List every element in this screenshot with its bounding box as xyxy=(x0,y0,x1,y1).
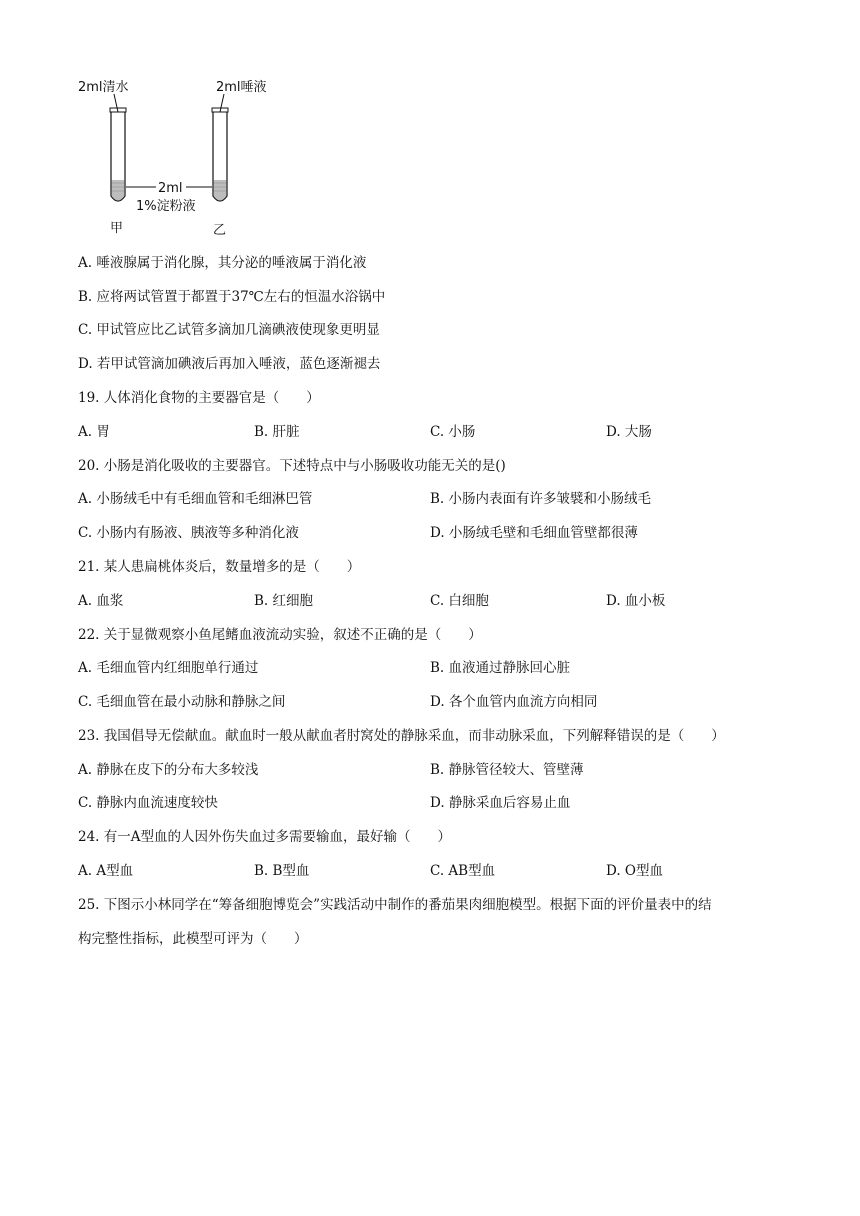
q22-option-c: C. 毛细血管在最小动脉和静脉之间 xyxy=(78,694,286,710)
q20-stem: 20. 小肠是消化吸收的主要器官。下述特点中与小肠吸收功能无关的是() xyxy=(78,458,506,474)
q18-option-d: D. 若甲试管滴加碘液后再加入唾液，蓝色逐渐褪去 xyxy=(78,356,381,372)
test-tube-figure xyxy=(74,74,294,240)
left-tube-top-label: 2ml清水 xyxy=(78,80,129,95)
tube-name-jia: 甲 xyxy=(110,221,124,236)
q24-option-b: B. B型血 xyxy=(254,863,310,879)
q24-option-a: A. A型血 xyxy=(78,863,134,879)
q20-option-b: B. 小肠内表面有许多皱襞和小肠绒毛 xyxy=(430,491,652,507)
tube-name-yi: 乙 xyxy=(213,223,227,238)
right-test-tube xyxy=(212,108,228,201)
q22-option-b: B. 血液通过静脉回心脏 xyxy=(430,660,571,676)
q22-option-d: D. 各个血管内血流方向相同 xyxy=(430,694,598,710)
starch-amount-label: 2ml xyxy=(158,181,183,196)
q23-stem: 23. 我国倡导无偿献血。献血时一般从献血者肘窝处的静脉采血，而非动脉采血，下列解释错误的是（ ） xyxy=(78,728,725,744)
q20-option-c: C. 小肠内有肠液、胰液等多种消化液 xyxy=(78,525,299,541)
q23-option-d: D. 静脉采血后容易止血 xyxy=(430,795,571,811)
left-test-tube xyxy=(110,108,126,201)
q25-stem-line1: 25. 下图示小林同学在“筹备细胞博览会”实践活动中制作的番茄果肉细胞模型。根据下面的评价量表中的结 xyxy=(78,897,712,913)
q24-option-c: C. AB型血 xyxy=(430,863,496,879)
q19-option-b: B. 肝脏 xyxy=(254,424,300,440)
q24-option-d: D. O型血 xyxy=(606,863,663,879)
q21-stem: 21. 某人患扁桃体炎后，数量增多的是（ ） xyxy=(78,559,361,575)
q21-option-d: D. 血小板 xyxy=(606,593,666,609)
q19-option-a: A. 胃 xyxy=(78,424,110,440)
q21-option-a: A. 血浆 xyxy=(78,593,124,609)
q19-stem: 19. 人体消化食物的主要器官是（ ） xyxy=(78,390,320,406)
q22-option-a: A. 毛细血管内红细胞单行通过 xyxy=(78,660,259,676)
test-tube-diagram xyxy=(74,74,294,240)
q18-option-a: A. 唾液腺属于消化腺，其分泌的唾液属于消化液 xyxy=(78,255,367,271)
q23-option-c: C. 静脉内血流速度较快 xyxy=(78,795,218,811)
q25-stem-line2: 构完整性指标，此模型可评为（ ） xyxy=(78,931,308,947)
right-tube-top-label: 2ml唾液 xyxy=(216,80,267,95)
q23-option-a: A. 静脉在皮下的分布大多较浅 xyxy=(78,762,259,778)
q21-option-c: C. 白细胞 xyxy=(430,593,489,609)
q19-option-d: D. 大肠 xyxy=(606,424,652,440)
q19-option-c: C. 小肠 xyxy=(430,424,476,440)
q22-stem: 22. 关于显微观察小鱼尾鳍血液流动实验，叙述不正确的是（ ） xyxy=(78,627,482,643)
q20-option-a: A. 小肠绒毛中有毛细血管和毛细淋巴管 xyxy=(78,491,313,507)
q23-option-b: B. 静脉管径较大、管壁薄 xyxy=(430,762,584,778)
right-label-pointer xyxy=(220,94,224,112)
left-label-pointer xyxy=(114,94,118,112)
q24-stem: 24. 有一A型血的人因外伤失血过多需要输血，最好输（ ） xyxy=(78,829,452,845)
q18-option-c: C. 甲试管应比乙试管多滴加几滴碘液使现象更明显 xyxy=(78,322,380,338)
q18-option-b: B. 应将两试管置于都置于37℃左右的恒温水浴锅中 xyxy=(78,289,386,305)
q20-option-d: D. 小肠绒毛壁和毛细血管壁都很薄 xyxy=(430,525,638,541)
q21-option-b: B. 红细胞 xyxy=(254,593,314,609)
starch-liquid-label: 1%淀粉液 xyxy=(136,199,196,214)
